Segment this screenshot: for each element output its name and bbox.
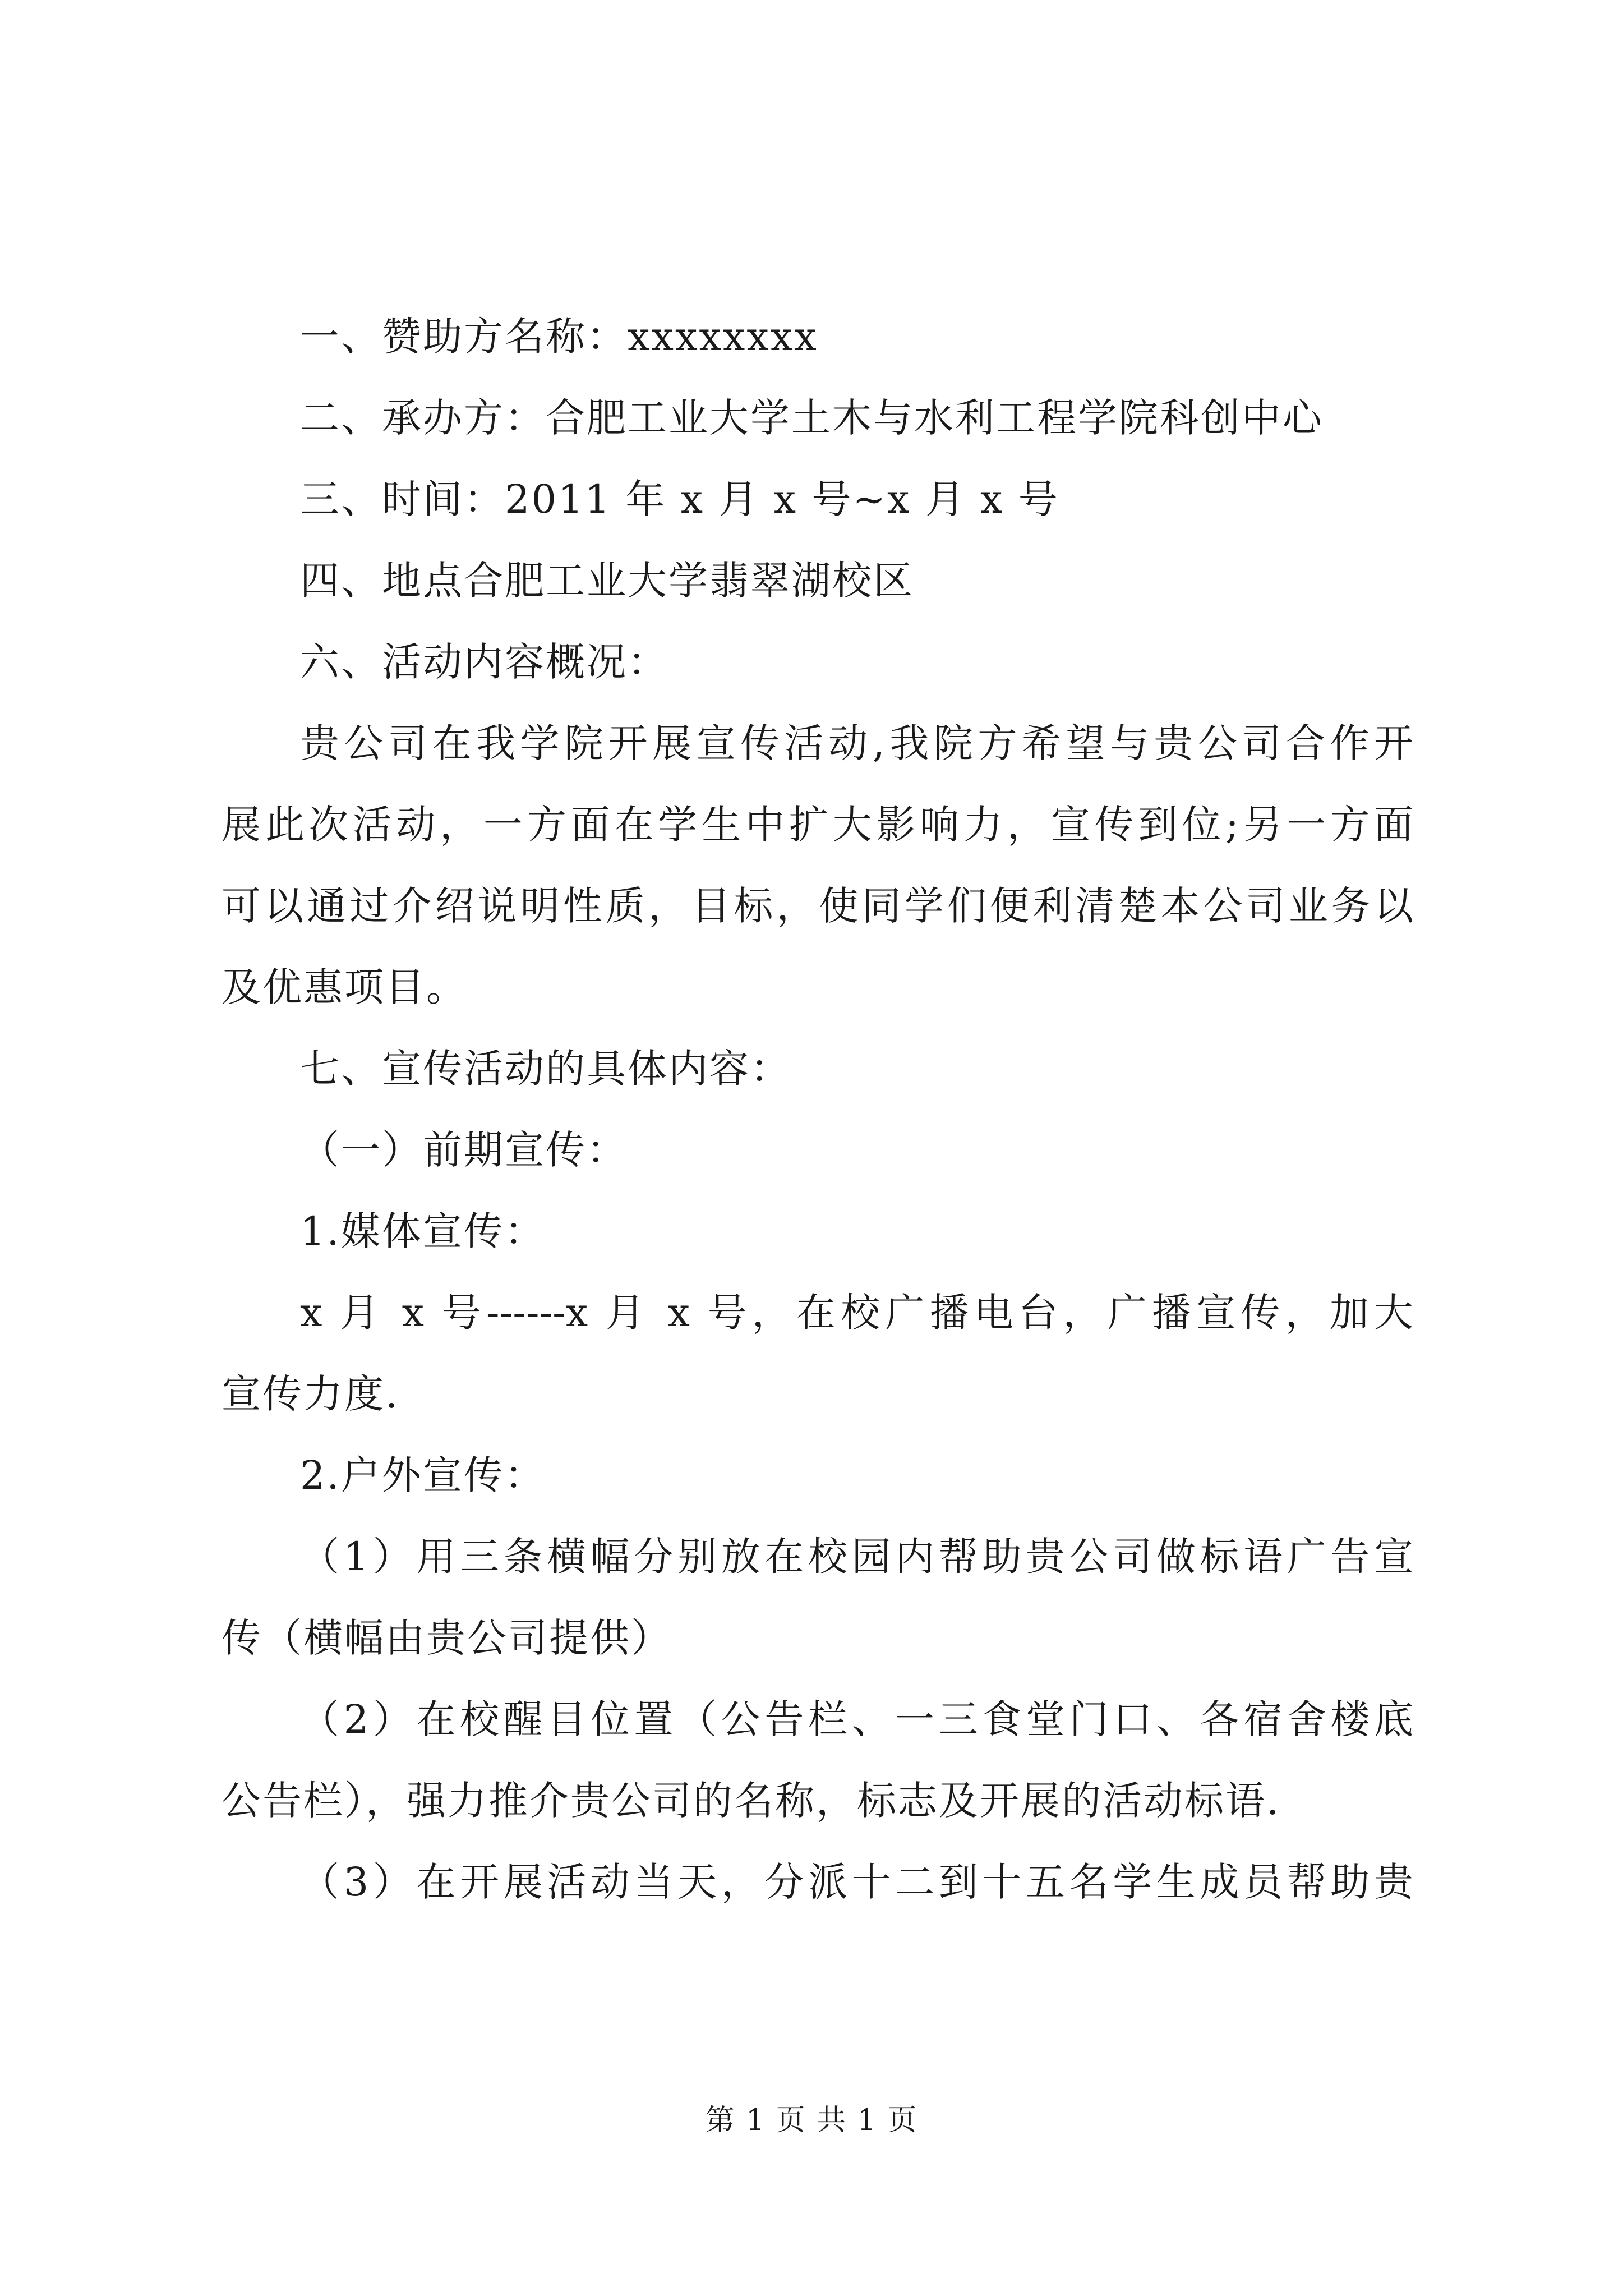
sponsor-name-line: 一、赞助方名称：xxxxxxxx	[300, 314, 818, 360]
overview-paragraph-line: 贵公司在我学院开展宣传活动,我院方希望与贵公司合作开	[300, 720, 1413, 766]
page-footer: 第 1 页 共 1 页	[705, 2104, 918, 2137]
media-publicity-heading: 1.媒体宣传：	[300, 1208, 546, 1254]
outdoor-item-line: （2）在校醒目位置（公告栏、一三食堂门口、各宿舍楼底	[300, 1696, 1413, 1742]
time-line: 三、时间：2011 年 x 月 x 号~x 月 x 号	[300, 476, 1059, 522]
outdoor-item-line: （1）用三条横幅分别放在校园内帮助贵公司做标语广告宣	[300, 1534, 1413, 1580]
organizer-line: 二、承办方：合肥工业大学土木与水利工程学院科创中心	[300, 395, 1324, 441]
activity-overview-heading: 六、活动内容概况：	[300, 639, 668, 685]
outdoor-item-line: 传（横幅由贵公司提供）	[222, 1615, 672, 1661]
outdoor-item-line: （3）在开展活动当天，分派十二到十五名学生成员帮助贵	[300, 1859, 1413, 1905]
pre-publicity-heading: （一）前期宣传：	[300, 1127, 628, 1173]
outdoor-item-line: 公告栏），强力推介贵公司的名称，标志及开展的活动标语.	[222, 1778, 1281, 1824]
outdoor-publicity-heading: 2.户外宣传：	[300, 1452, 546, 1498]
media-publicity-line: 宣传力度.	[222, 1371, 400, 1417]
location-line: 四、地点合肥工业大学翡翠湖校区	[300, 558, 914, 604]
publicity-content-heading: 七、宣传活动的具体内容：	[300, 1046, 791, 1092]
media-publicity-line: x 月 x 号------x 月 x 号，在校广播电台，广播宣传，加大	[300, 1290, 1413, 1336]
overview-paragraph-line: 及优惠项目。	[222, 964, 467, 1010]
overview-paragraph-line: 可以通过介绍说明性质，目标，使同学们便利清楚本公司业务以	[222, 883, 1413, 929]
overview-paragraph-line: 展此次活动，一方面在学生中扩大影响力，宣传到位;另一方面	[222, 802, 1413, 848]
